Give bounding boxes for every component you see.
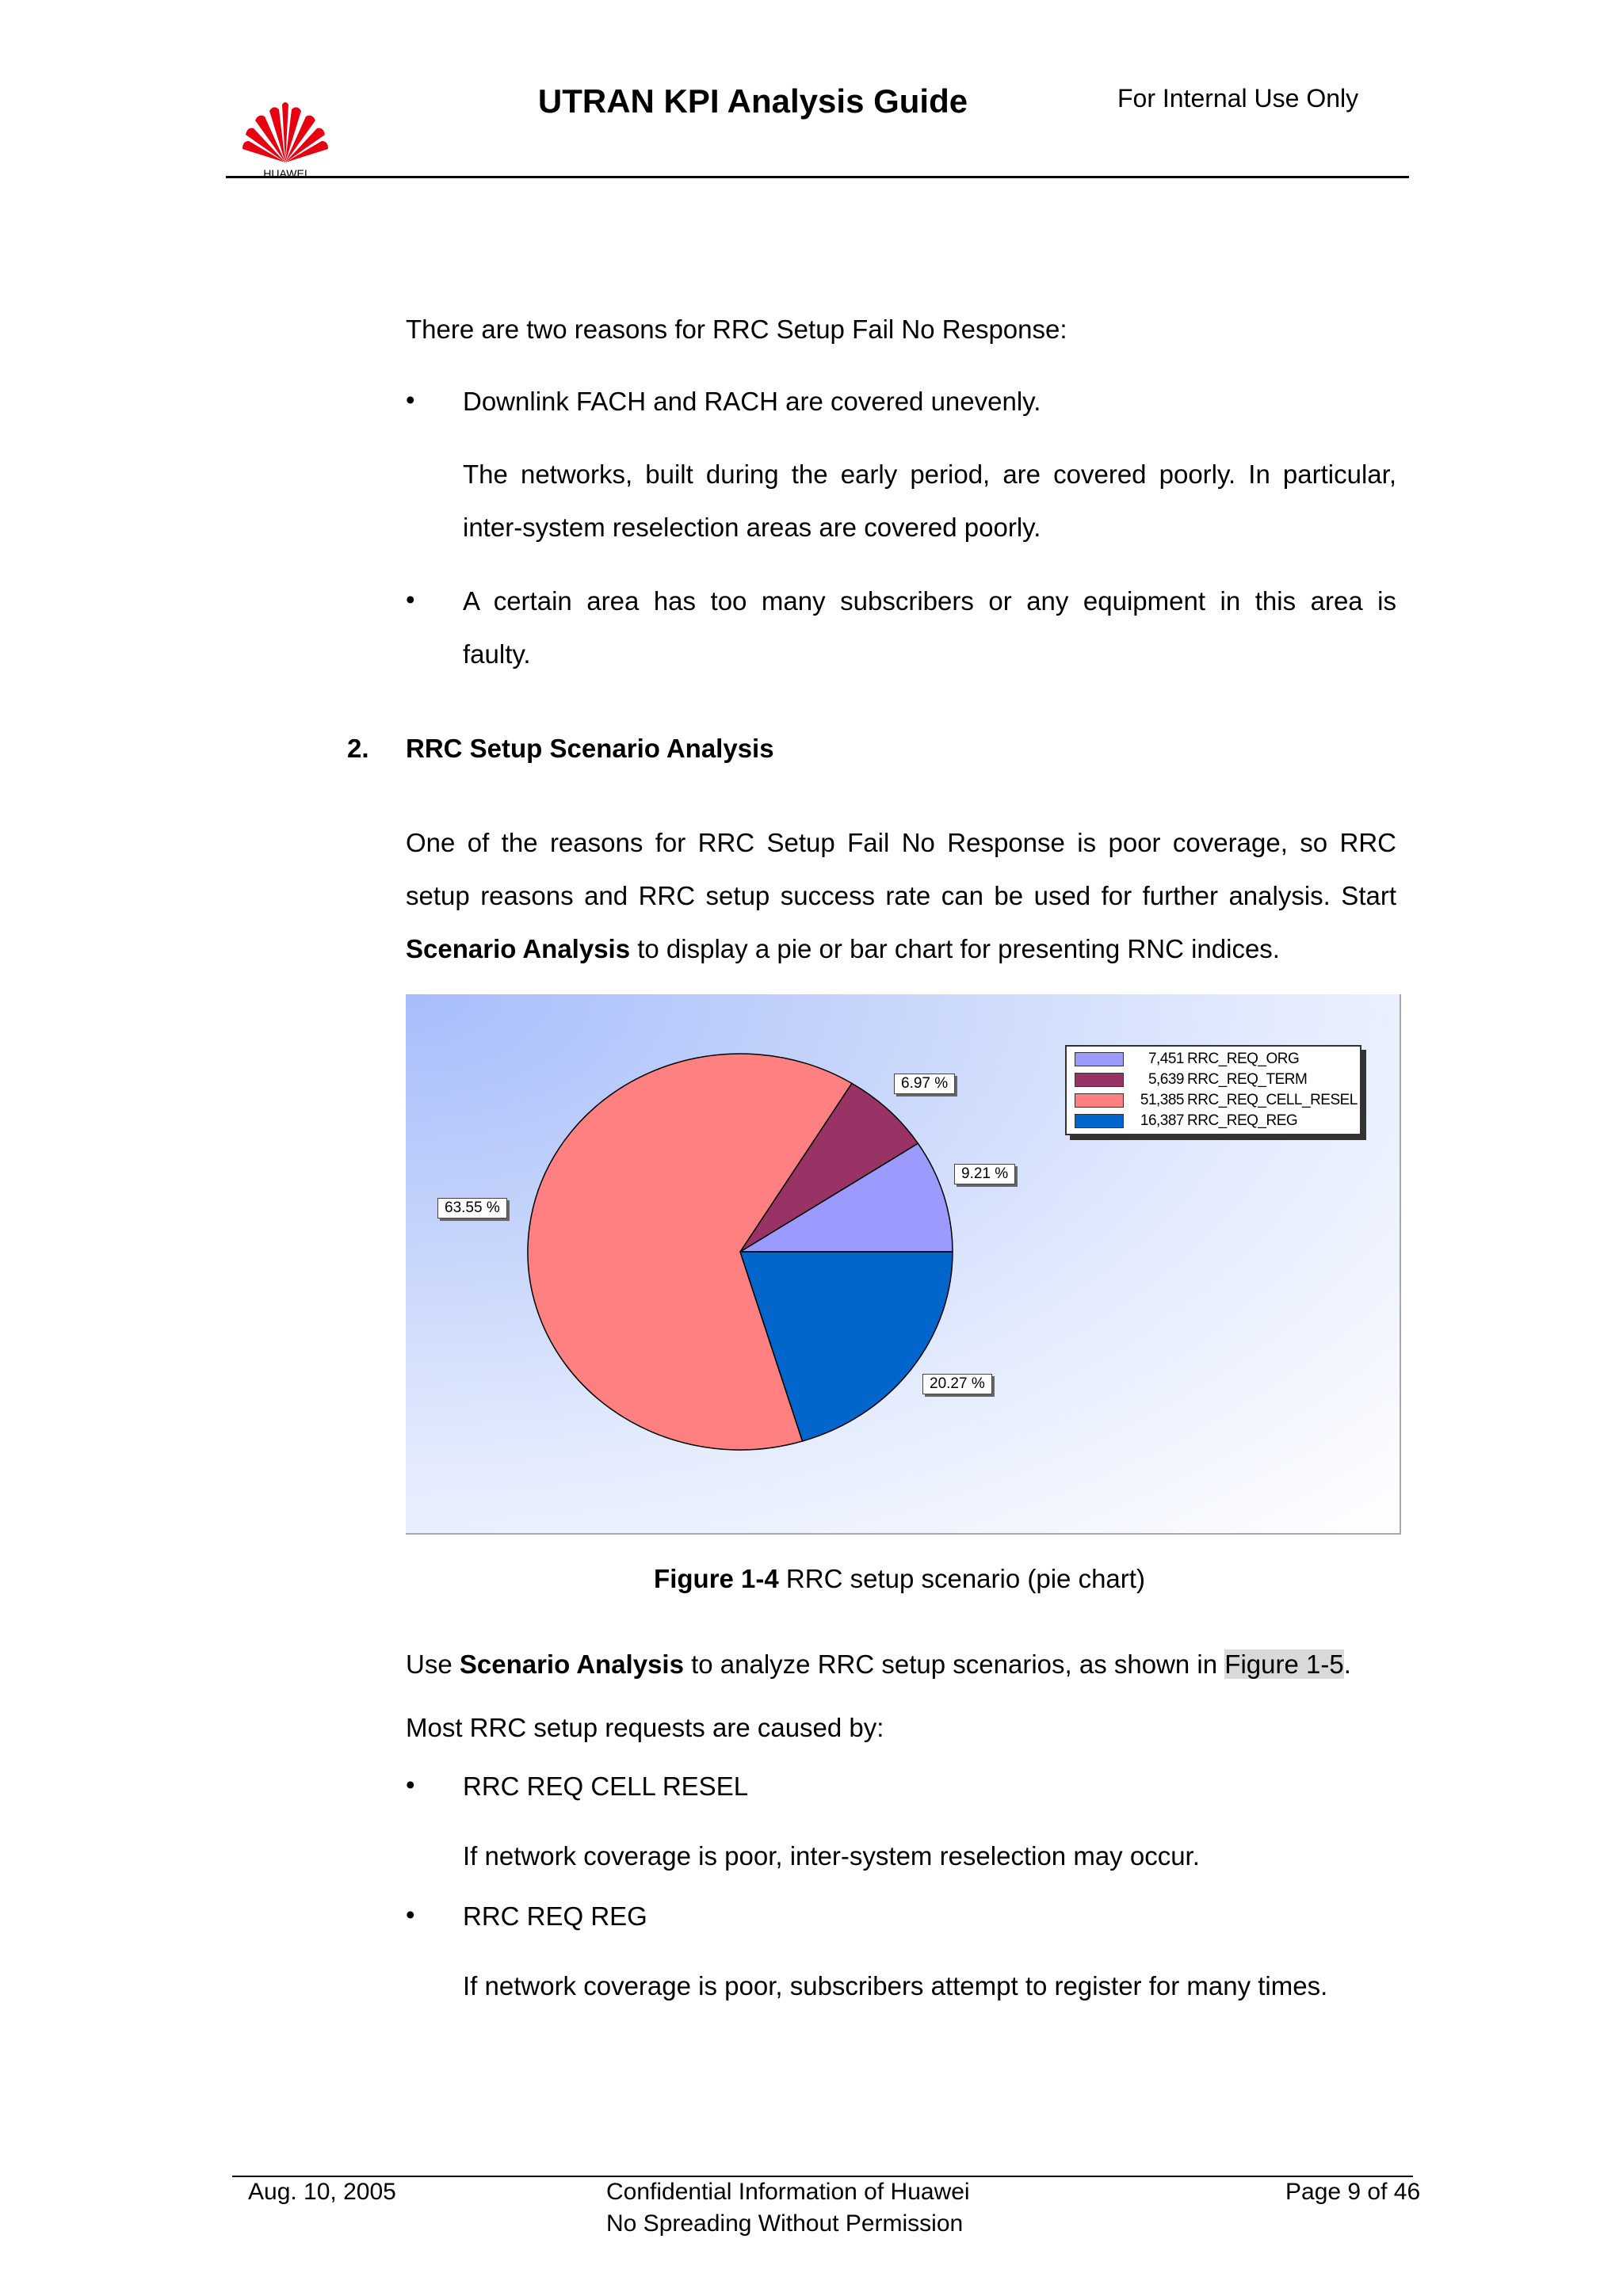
pie-chart [406,994,1401,1535]
legend-swatch [1075,1114,1124,1128]
bullet-item-coverage: Downlink FACH and RACH are covered unevenly. [463,387,1041,416]
bullet-detail-line: If network coverage is poor, subscribers attempt to register for many times. [463,1971,1328,2000]
figure-caption [0,1562,1623,1596]
analysis-text: to display a pie or bar chart for presenting RNC indices. [630,934,1280,963]
bullet-detail-line: inter-system reselection areas are covered poorly. [463,513,1041,542]
legend-label: RRC_REQ_ORG [1187,1051,1300,1067]
bullet-item-reg: RRC REQ REG [463,1901,647,1931]
section-heading: RRC Setup Scenario Analysis [406,734,774,763]
header-divider [226,176,1409,178]
footer-divider [232,2176,1413,2177]
legend-item [1067,1070,1307,1090]
legend-label: RRC_REQ_REG [1187,1112,1298,1129]
bullet-item-subscribers: A certain area has too many subscribers or any equipment in this area is [463,586,1396,616]
bullet-marker: • [406,1770,415,1799]
scenario-text: . [1343,1650,1351,1679]
analysis-paragraph-line: One of the reasons for RRC Setup Fail No Response is poor coverage, so RRC [406,828,1396,857]
legend-value: 51,385 [1140,1092,1184,1108]
pie-percent-label: 63.55 % [437,1198,507,1219]
footer-date: Aug. 10, 2005 [248,2179,396,2205]
legend-item [1067,1049,1299,1070]
scenario-analysis-term: Scenario Analysis [459,1650,684,1679]
bullet-marker: • [406,585,415,614]
causes-intro: Most RRC setup requests are caused by: [406,1713,884,1742]
analysis-paragraph-line: setup reasons and RRC setup success rate can be used for further analysis. Start [406,881,1396,910]
figure-title: RRC setup scenario (pie chart) [778,1564,1145,1593]
bullet-marker: • [406,385,415,414]
scenario-analysis-term: Scenario Analysis [406,934,631,963]
pie-percent-label: 6.97 % [894,1074,955,1094]
footer-confidential: Confidential Information of Huawei [606,2179,970,2205]
analysis-paragraph-line [406,933,1280,967]
pie-percent-label: 20.27 % [922,1374,992,1394]
bullet-detail-line: If network coverage is poor, inter-system reselection may occur. [463,1841,1200,1871]
legend-value: 7,451 [1148,1051,1184,1067]
section-number: 2. [347,734,369,763]
intro-paragraph: There are two reasons for RRC Setup Fail No Response: [406,315,1067,344]
scenario-text: Use [406,1650,460,1679]
legend-label: RRC_REQ_CELL_RESEL [1187,1092,1358,1108]
legend-value: 16,387 [1140,1112,1184,1129]
legend-item [1067,1090,1358,1111]
figure-number: Figure 1-4 [654,1564,779,1593]
scenario-text: to analyze RRC setup scenarios, as shown in [683,1650,1225,1679]
legend-value: 5,639 [1148,1071,1184,1088]
bullet-marker: • [406,1900,415,1929]
chart-legend [1065,1045,1361,1135]
document-title: UTRAN KPI Analysis Guide [537,82,968,120]
legend-swatch [1075,1052,1124,1066]
legend-swatch [1075,1093,1124,1108]
footer-page-number: Page 9 of 46 [1285,2179,1421,2205]
legend-swatch [1075,1073,1124,1087]
classification-note: For Internal Use Only [1117,84,1359,113]
pie-percent-label: 9.21 % [954,1164,1015,1184]
legend-label: RRC_REQ_TERM [1187,1071,1308,1088]
scenario-paragraph [406,1648,1351,1682]
footer-confidential: No Spreading Without Permission [606,2210,964,2237]
logo-text: HUAWEI [263,167,307,178]
bullet-detail-line: The networks, built during the early period, are covered poorly. In particular, [463,460,1396,489]
bullet-item-continuation: faulty. [463,639,531,669]
legend-item [1067,1111,1297,1131]
bullet-item-cell-resel: RRC REQ CELL RESEL [463,1772,749,1801]
figure-reference-link[interactable]: Figure 1-5 [1224,1650,1344,1679]
